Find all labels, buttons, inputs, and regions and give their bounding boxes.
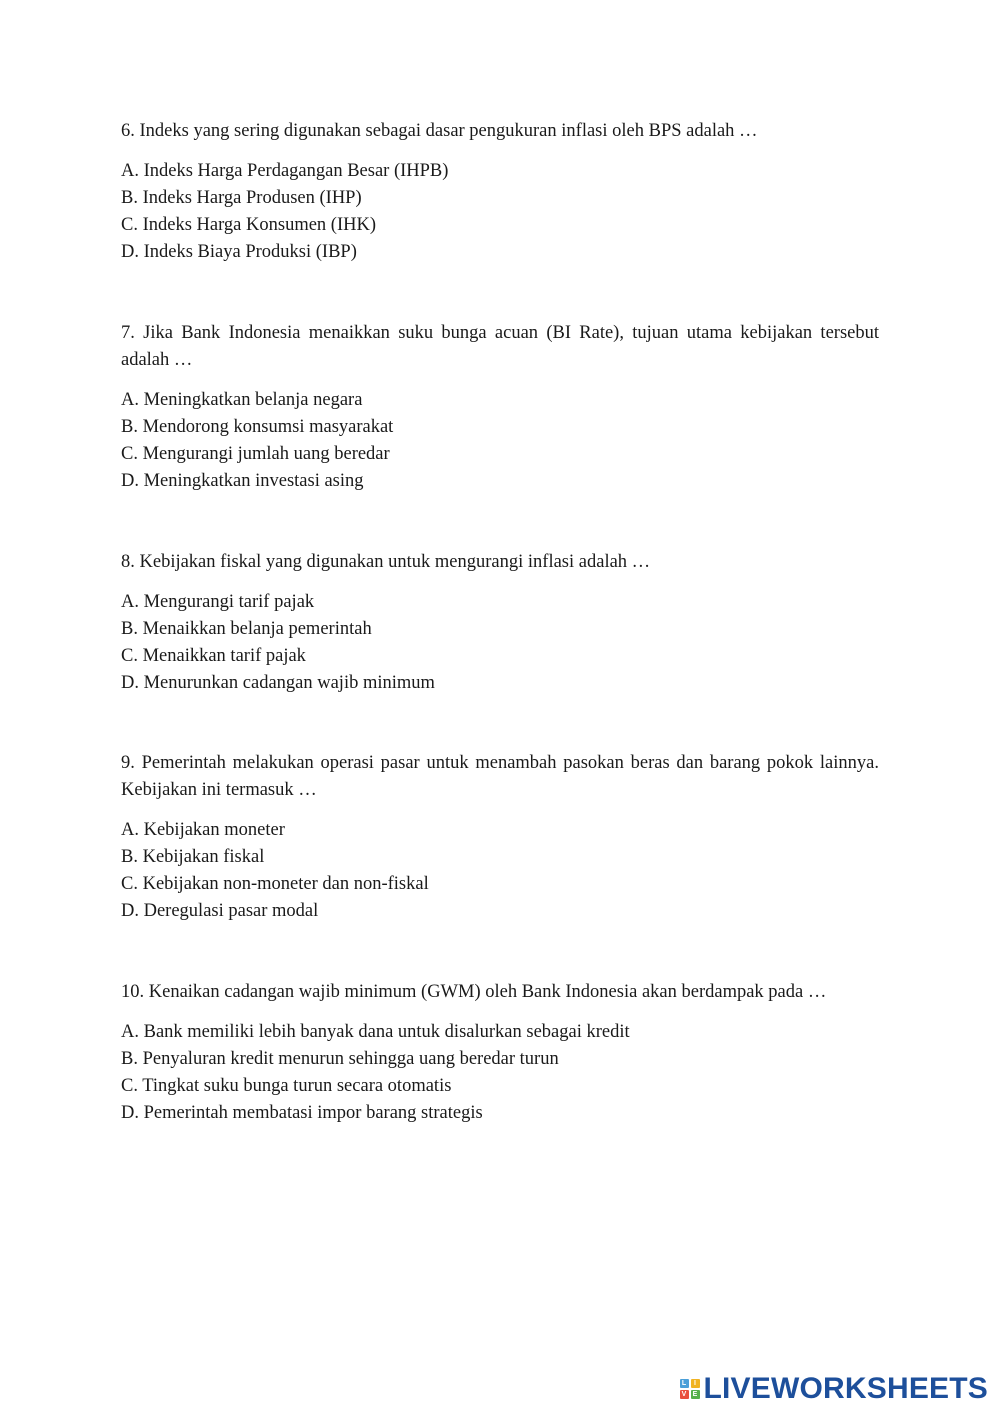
- logo-mark-i: I: [691, 1379, 700, 1388]
- question-7-options: [121, 387, 879, 495]
- logo-mark-e: E: [691, 1390, 700, 1399]
- question-10-option-b: B. Penyaluran kredit menurun sehingga uang beredar turun: [121, 1049, 559, 1069]
- logo-mark-l: L: [680, 1379, 689, 1388]
- liveworksheets-logo-icon: [680, 1379, 700, 1399]
- question-10-option-d: D. Pemerintah membatasi impor barang strategis: [121, 1103, 483, 1123]
- question-9-option-c: C. Kebijakan non-moneter dan non-fiskal: [121, 874, 429, 894]
- question-9-option-b: B. Kebijakan fiskal: [121, 847, 265, 867]
- question-7-option-c: C. Mengurangi jumlah uang beredar: [121, 444, 390, 464]
- question-6-option-b: B. Indeks Harga Produsen (IHP): [121, 188, 362, 208]
- question-7-option-d: D. Meningkatkan investasi asing: [121, 471, 364, 491]
- question-10-option-c: C. Tingkat suku bunga turun secara otomatis: [121, 1076, 452, 1096]
- liveworksheets-logo[interactable]: [680, 1372, 989, 1406]
- question-7-text: 7. Jika Bank Indonesia menaikkan suku bunga acuan (BI Rate), tujuan utama kebijakan tersebut adalah …: [121, 323, 879, 370]
- question-8: [121, 549, 879, 697]
- question-6: [121, 118, 879, 266]
- question-7-option-a: A. Meningkatkan belanja negara: [121, 390, 363, 410]
- question-10-option-a: A. Bank memiliki lebih banyak dana untuk disalurkan sebagai kredit: [121, 1022, 630, 1042]
- question-9-text: 9. Pemerintah melakukan operasi pasar untuk menambah pasokan beras dan barang pokok lainnya. Kebijakan ini termasuk …: [121, 753, 879, 800]
- question-8-text: 8. Kebijakan fiskal yang digunakan untuk mengurangi inflasi adalah …: [121, 552, 651, 572]
- question-7: [121, 320, 879, 495]
- question-9-option-a: A. Kebijakan moneter: [121, 820, 285, 840]
- question-6-options: [121, 158, 879, 266]
- question-8-option-c: C. Menaikkan tarif pajak: [121, 646, 306, 666]
- question-7-option-b: B. Mendorong konsumsi masyarakat: [121, 417, 394, 437]
- question-10-text: 10. Kenaikan cadangan wajib minimum (GWM) oleh Bank Indonesia akan berdampak pada …: [121, 982, 827, 1002]
- logo-mark-v: V: [680, 1390, 689, 1399]
- question-9-options: [121, 817, 879, 925]
- question-8-option-b: B. Menaikkan belanja pemerintah: [121, 619, 372, 639]
- question-6-option-c: C. Indeks Harga Konsumen (IHK): [121, 215, 377, 235]
- question-6-text: 6. Indeks yang sering digunakan sebagai dasar pengukuran inflasi oleh BPS adalah …: [121, 121, 758, 141]
- question-10: [121, 979, 879, 1127]
- question-6-option-a: A. Indeks Harga Perdagangan Besar (IHPB): [121, 161, 449, 181]
- question-6-option-d: D. Indeks Biaya Produksi (IBP): [121, 242, 357, 262]
- question-8-options: [121, 589, 879, 697]
- logo-text: LIVEWORKSHEETS: [703, 1372, 988, 1405]
- question-10-options: [121, 1019, 879, 1127]
- question-8-option-a: A. Mengurangi tarif pajak: [121, 592, 315, 612]
- question-9: [121, 750, 879, 925]
- question-8-option-d: D. Menurunkan cadangan wajib minimum: [121, 673, 435, 693]
- question-9-option-d: D. Deregulasi pasar modal: [121, 901, 319, 921]
